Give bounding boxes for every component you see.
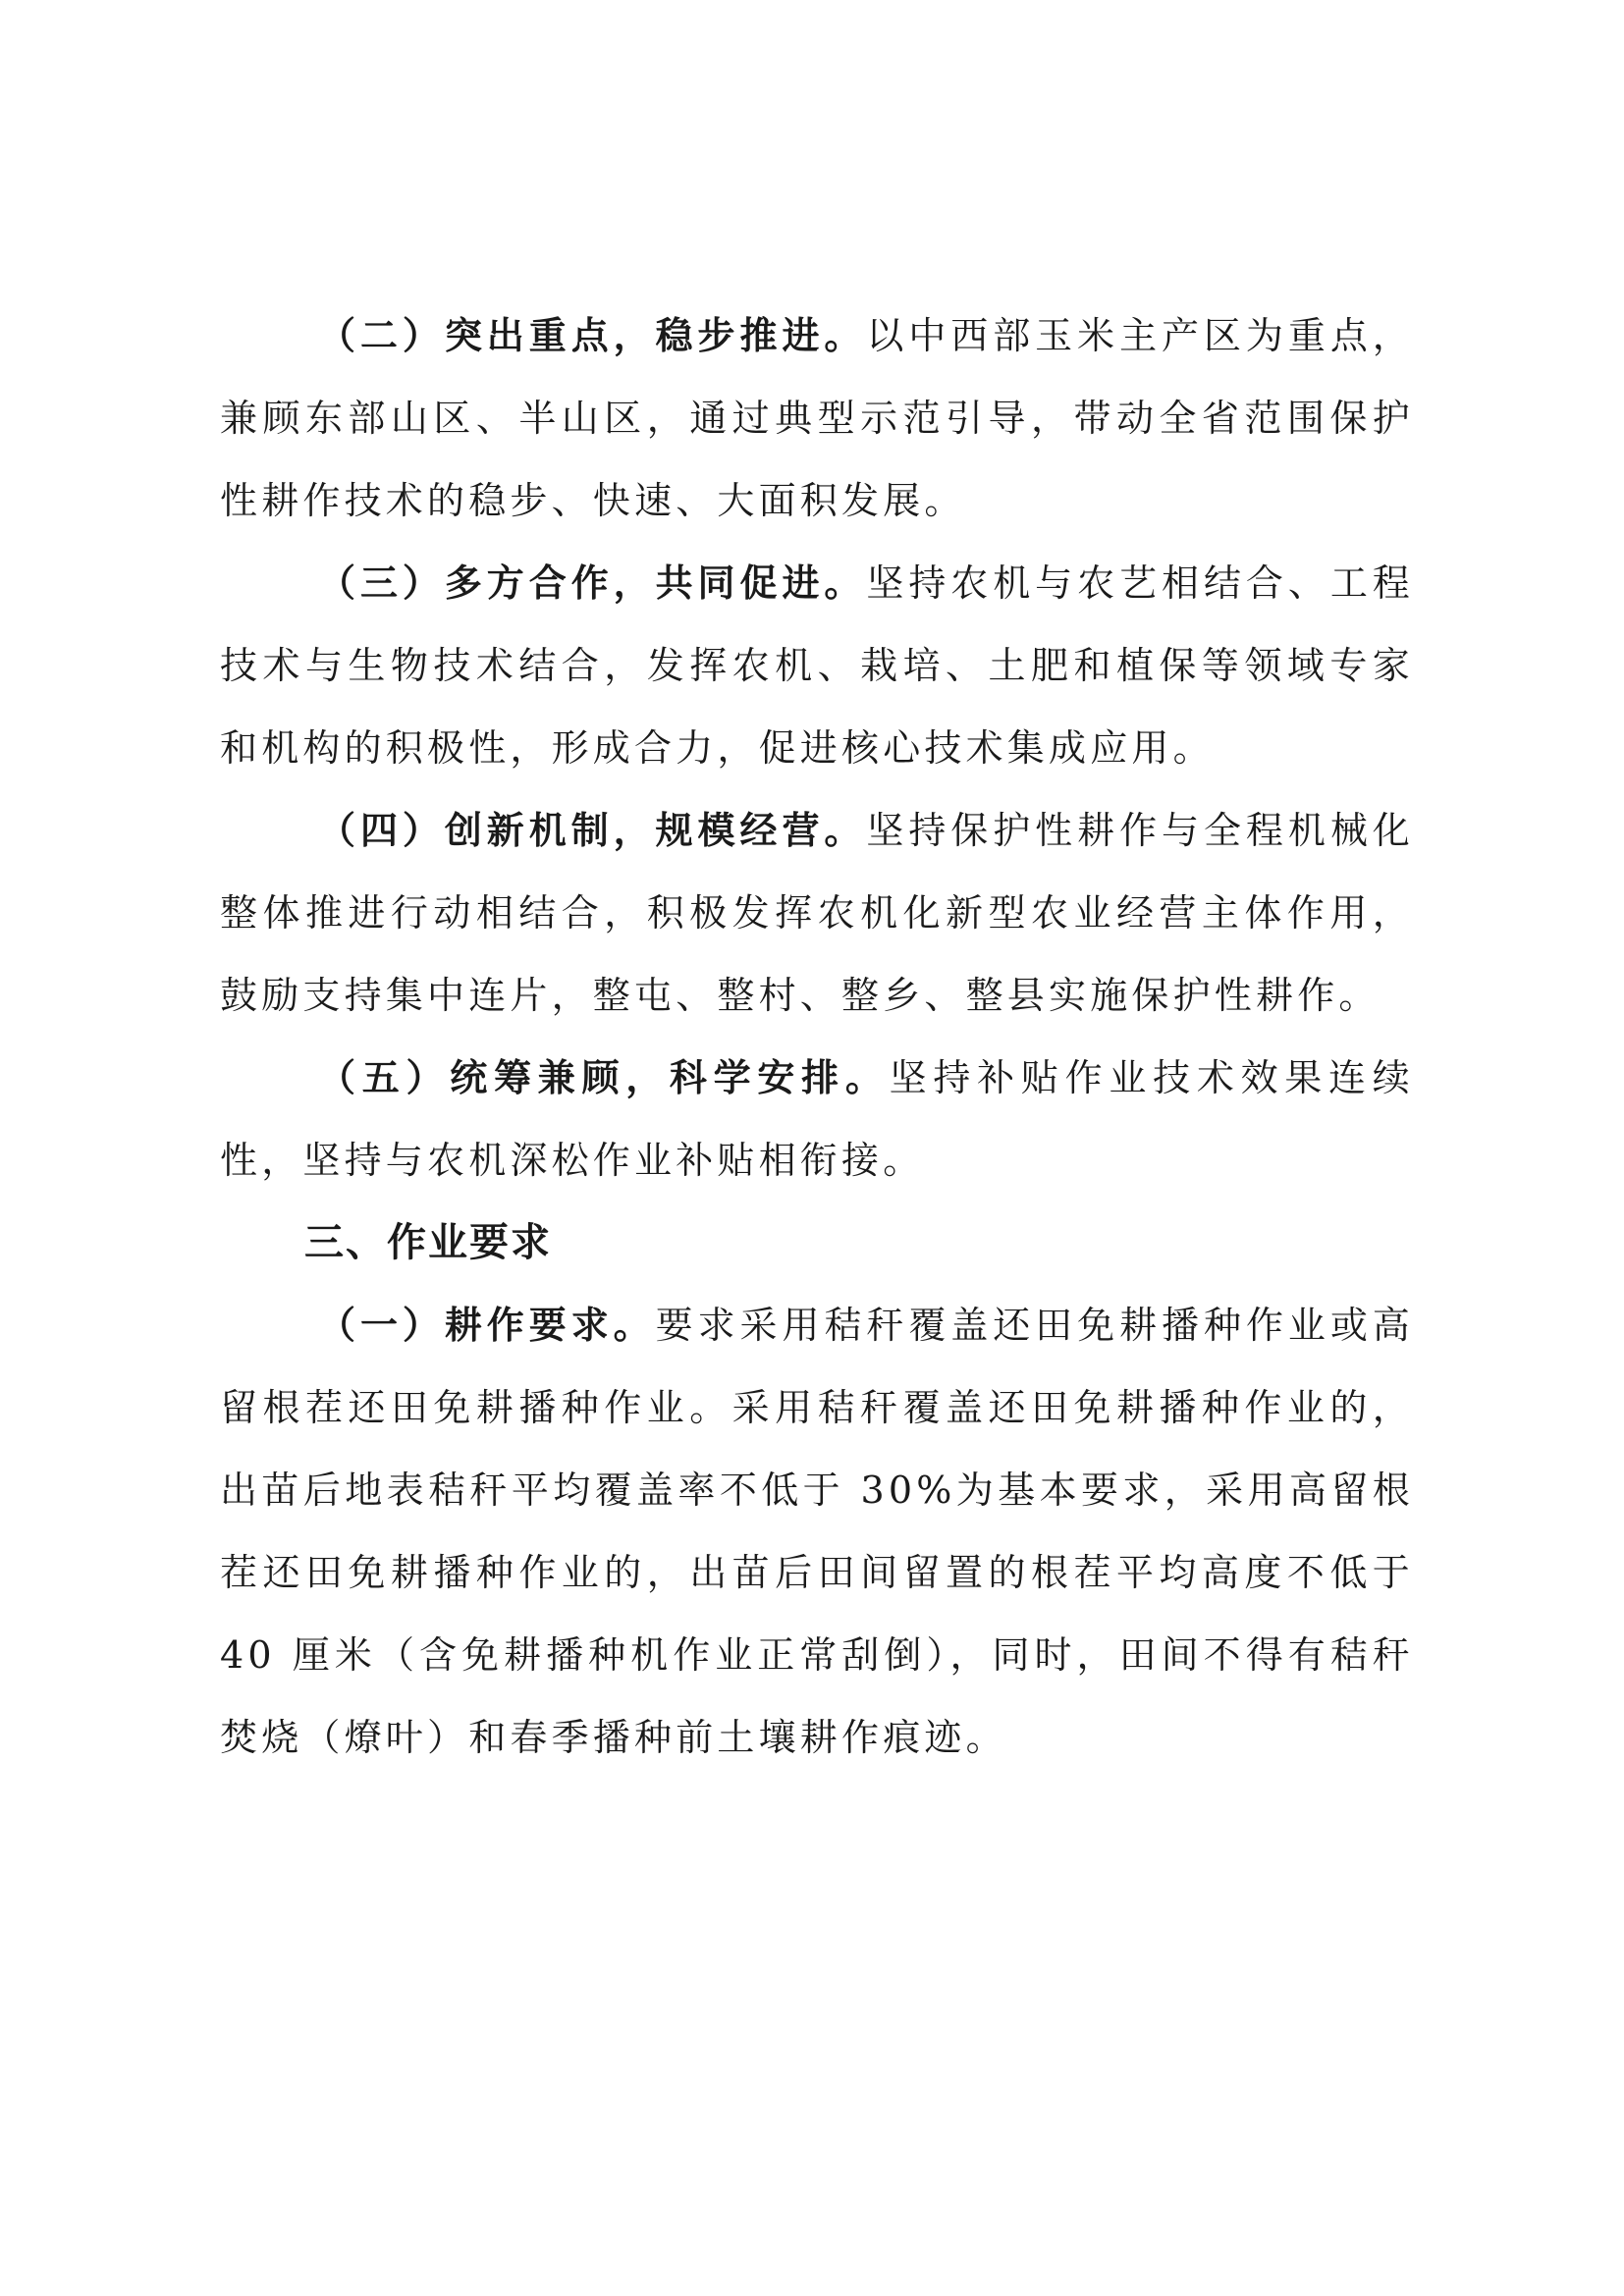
section-heading: 三、作业要求: [304, 1220, 552, 1265]
paragraph-text: 以中西部玉米主产区为重点，兼顾东部山区、半山区，通过典型示范引导，带动全省范围保护性耕作技术的稳步、快速、大面积发展。: [220, 314, 1414, 522]
paragraph-principle-4: [220, 789, 1414, 1037]
paragraph-text: 坚持农机与农艺相结合、工程技术与生物技术结合，发挥农机、栽培、土肥和植保等领域专家和机构的积极性，形成合力，促进核心技术集成应用。: [220, 561, 1414, 770]
paragraph-text: 坚持保护性耕作与全程机械化整体推进行动相结合，积极发挥农机化新型农业经营主体作用，鼓励支持集中连片，整屯、整村、整乡、整县实施保护性耕作。: [220, 809, 1414, 1017]
paragraph-lead: （二）突出重点，稳步推进。: [318, 313, 867, 357]
paragraph-principle-5: [220, 1037, 1414, 1201]
paragraph-requirement-1: [220, 1284, 1414, 1779]
paragraph-text: 坚持补贴作业技术效果连续性，坚持与农机深松作业补贴相衔接。: [220, 1056, 1414, 1182]
paragraph-lead: （一）耕作要求。: [318, 1303, 656, 1347]
paragraph-text: 要求采用秸秆覆盖还田免耕播种作业或高留根茬还田免耕播种作业。采用秸秆覆盖还田免耕播种作业的，出苗后地表秸秆平均覆盖率不低于 30%为基本要求，采用高留根茬还田免耕播种作业的，出苗后田间留置的根茬平均高度不低于 40 厘米（含免耕播种机作业正常刮倒），同时，田间不得有秸秆焚烧（燎叶）和春季播种前土壤耕作痕迹。: [220, 1304, 1414, 1759]
paragraph-principle-3: [220, 542, 1414, 789]
document-body: [220, 294, 1414, 1779]
paragraph-lead: （五）统筹兼顾，科学安排。: [318, 1055, 890, 1099]
paragraph-lead: （三）多方合作，共同促进。: [318, 561, 867, 605]
paragraph-lead: （四）创新机制，规模经营。: [318, 808, 867, 852]
paragraph-principle-2: [220, 294, 1414, 542]
